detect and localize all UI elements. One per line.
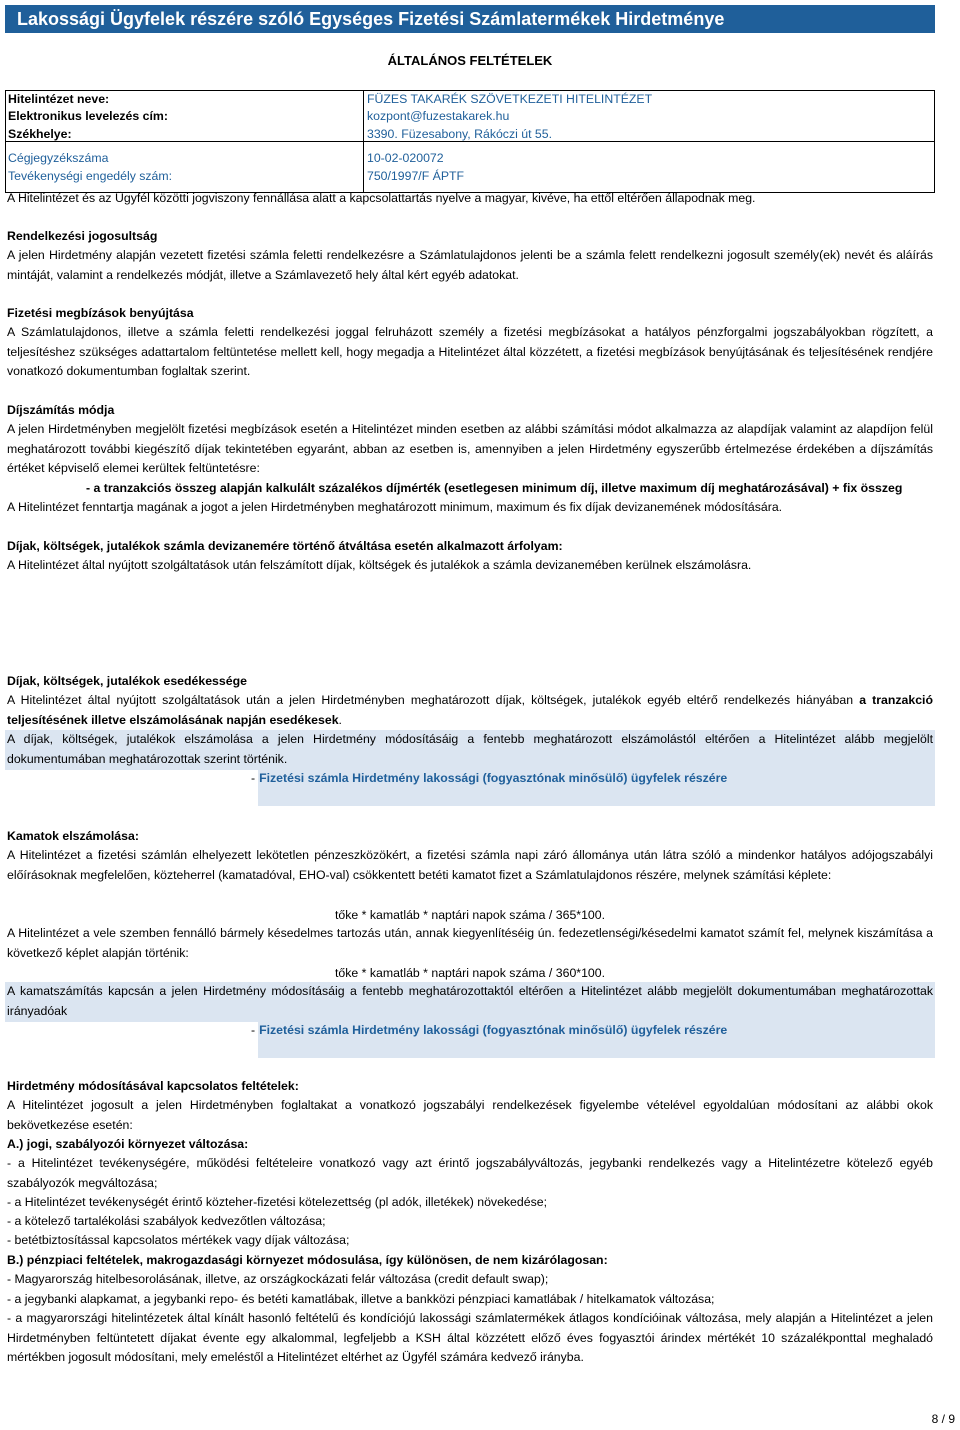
institution-seat-label: Székhelye: <box>8 127 72 141</box>
section-title: ÁLTALÁNOS FELTÉTELEK <box>387 53 553 68</box>
modositas-a-item: - betétbiztosítással kapcsolatos mértékek vagy díjak változása; <box>7 1233 350 1247</box>
modositas-heading: Hirdetmény módosításával kapcsolatos feltételek: <box>7 1079 299 1093</box>
dijszamitas-heading: Díjszámítás módja <box>7 403 115 417</box>
rendelkezesi-text: A jelen Hirdetmény alapján vezetett fizetési számla feletti rendelkezésre a Számlatulajdonos jelenti be a számla felett rendelkezni jogosult személy(ek) nevét és aláírás mintáját, valamint a rendelkezés módját, illetve a Számlavezető hely által kért egyéb adatokat. <box>7 248 933 282</box>
kamatok-text2: A Hitelintézet a vele szemben fennálló bármely késedelmes tartozás után, annak kiegyenlítéséig ún. fedezetlenségi/késedelmi kamatot számít fel, melynek kiszámítása a következő képlet alapján történik: <box>7 926 933 960</box>
modositas-b-item: - a jegybanki alapkamat, a jegybanki repo- és betéti kamatlábak, illetve a bankközi pénzpiaci kamatlábak / hitelkamatok változása; <box>7 1292 715 1306</box>
rendelkezesi-heading: Rendelkezési jogosultság <box>7 229 158 243</box>
esedekesseg-heading: Díjak, költségek, jutalékok esedékessége <box>7 674 247 688</box>
institution-email-row <box>5 108 935 125</box>
info-box-bottom-value <box>363 141 935 193</box>
dijszamitas-text2: A Hitelintézet fenntartja magának a jogot a jelen Hirdetményben meghatározott minimum, maximum és fix díjak devizanemének módosítására. <box>7 500 783 514</box>
institution-license-value: 750/1997/F ÁPTF <box>367 169 465 183</box>
institution-email-value[interactable]: kozpont@fuzestakarek.hu <box>367 109 510 123</box>
institution-name-row <box>5 91 935 108</box>
kamatok-text: A Hitelintézet a fizetési számlán elhelyezett lekötetlen pénzeszközökért, a fizetési számla napi záró állománya után látra szóló a mindenkor hatályos adójogszabályi előírásoknak megfelelően, közteherrel (kamatadóval, EHO-val) csökkentett betéti kamatot fizet a Számlatulajdonos részére, melynek számítási képlete: <box>7 848 933 882</box>
modositas-a-item: - a Hitelintézet tevékenységére, működési feltételeire vonatkozó vagy azt érintő jogszabályváltozás, jegybanki rendelkezés vagy a Hitelintézetre kötelező egyéb szabályozók megváltozása; <box>7 1156 933 1190</box>
kamatok-formula2: tőke * kamatláb * naptári napok száma / 360*100. <box>334 966 605 980</box>
atvaltas-heading: Díjak, költségek, jutalékok számla devizanemére történő átváltása esetén alkalmazott árfolyam: <box>7 539 563 553</box>
language-note: A Hitelintézet és az Ügyfél közötti jogviszony fennállása alatt a kapcsolattartás nyelve a magyar, kivéve, ha ettől eltérően állapodnak meg. <box>7 191 756 205</box>
kamatok-heading: Kamatok elszámolása: <box>7 829 139 843</box>
kamatok-text3: A kamatszámítás kapcsán a jelen Hirdetmény módosításáig a fentebb meghatározottaktól eltérően a Hitelintézet alább megjelölt dokumentumában meghatározottak irányadóak <box>7 984 933 1018</box>
esedekesseg-text-a: A Hitelintézet által nyújtott szolgáltatások után a jelen Hirdetményben meghatározott díjak, költségek, jutalékok egyéb eltérő rendelkezés hiányában <box>7 693 860 707</box>
institution-name-label: Hitelintézet neve: <box>8 92 110 106</box>
esedekesseg-text-c: . <box>338 712 342 727</box>
institution-seat-row <box>5 126 935 143</box>
kamatok-link-text[interactable]: Fizetési számla Hirdetmény lakossági (fogyasztónak minősülő) ügyfelek részére <box>259 1023 728 1037</box>
dijszamitas-bullet: - a tranzakciós összeg alapján kalkulált százalékos díjmérték (esetlegesen minimum díj, illetve maximum díj meghatározásával) + fix összeg <box>86 481 903 495</box>
esedekesseg-text <box>7 691 933 730</box>
modositas-b-item: - Magyarország hitelbesorolásának, illetve, az országkockázati felár változása (credit default swap); <box>7 1272 549 1286</box>
esedekesseg-link-text[interactable]: Fizetési számla Hirdetmény lakossági (fogyasztónak minősülő) ügyfelek részére <box>259 771 728 785</box>
fizetesi-heading: Fizetési megbízások benyújtása <box>7 306 194 320</box>
fizetesi-text: A Számlatulajdonos, illetve a számla feletti rendelkezési joggal felruházott személy a fizetési megbízásokat a hatályos pénzforgalmi jogszabályokban rögzített, a teljesítéshez szükséges adattartalom feltüntetése mellett kell, hogy megadja a Hitelintézet által közzétett, a fizetési megbízások benyújtásának és teljesítésének rendjére vonatkozó dokumentumban foglaltak szerint. <box>7 325 933 378</box>
modositas-a-item: - a kötelező tartalékolási szabályok kedvezőtlen változása; <box>7 1214 326 1228</box>
modositas-b-heading: B.) pénzpiaci feltételek, makrogazdasági környezet módosulása, így különösen, de nem kizárólagosan: <box>7 1253 608 1267</box>
esedekesseg-text-b: a tranzakció teljesítésének illetve elszámolásának napján esedékesek <box>7 693 933 727</box>
modositas-a-item: - a Hitelintézet tevékenységét érintő közteher-fizetési kötelezettség (pl adók, illetékek) növekedése; <box>7 1195 547 1209</box>
atvaltas-text: A Hitelintézet által nyújtott szolgáltatások után felszámított díjak, költségek és jutalékok a számla devizanemében kerülnek elszámolásra. <box>7 558 752 572</box>
esedekesseg-link-dash: - <box>251 771 256 785</box>
institution-reg-value: 10-02-020072 <box>367 151 444 165</box>
modositas-b-item: - a magyarországi hitelintézetek által kínált hasonló feltételű és kondíciójú lakossági számlatermékek átlagos kondícióinak változása, mely alapján a Hitelintézet a jelen Hirdetményben feltüntetett díjakat évente egy alkalommal, legfeljebb a KSH által közzétett előző éves fogyasztói árindex mértékét 10 százalékponttal meghaladó mértékben jogosult módosítani, mely emeléstől a Hitelintézet eltérhet az Ügyfél számára kedvező irányba. <box>7 1311 933 1364</box>
institution-name-value: FÜZES TAKARÉK SZÖVETKEZETI HITELINTÉZET <box>367 92 653 106</box>
institution-license-row <box>5 168 935 185</box>
kamatok-link-dash: - <box>251 1023 256 1037</box>
kamatok-doc-link[interactable] <box>251 1021 727 1041</box>
institution-reg-row <box>5 150 935 167</box>
institution-seat-value: 3390. Füzesabony, Rákóczi út 55. <box>367 127 553 141</box>
modositas-a-heading: A.) jogi, szabályozói környezet változása: <box>7 1137 249 1151</box>
institution-reg-label: Cégjegyzékszáma <box>8 151 109 165</box>
kamatok-formula1: tőke * kamatláb * naptári napok száma / 365*100. <box>334 908 605 922</box>
institution-license-label: Tevékenységi engedély szám: <box>8 169 173 183</box>
esedekesseg-doc-link[interactable] <box>251 769 727 789</box>
institution-email-label: Elektronikus levelezés cím: <box>8 109 168 123</box>
modositas-text: A Hitelintézet jogosult a jelen Hirdetményben foglaltakat a vonatkozó jogszabályi rendelkezések figyelembe vételével egyoldalúan módosítani az alábbi okok bekövetkezése esetén: <box>7 1098 933 1132</box>
page-number: 8 / 9 <box>931 1412 955 1426</box>
dijszamitas-text: A jelen Hirdetményben megjelölt fizetési megbízások esetén a Hitelintézet minden esetben az alábbi számítási módot alkalmazza az alapdíjak valamint az alapdíjon felül meghatározott további kiegészítő díjak tekintetében egyaránt, abban az esetben is, amennyiben a jelen Hirdetmény egyszerűbb értelmezése érdekében a díjszámítás értéket képviselő elemei kerültek feltüntetésre: <box>7 422 933 475</box>
esedekesseg-text2: A díjak, költségek, jutalékok elszámolása a jelen Hirdetmény módosításáig a fentebb meghatározott elszámolástól eltérően a Hitelintézet alább megjelölt dokumentumában meghatározottak szerint történik. <box>7 732 933 766</box>
document-title-banner: Lakossági Ügyfelek részére szóló Egységes Fizetési Számlatermékek Hirdetménye <box>5 5 935 33</box>
